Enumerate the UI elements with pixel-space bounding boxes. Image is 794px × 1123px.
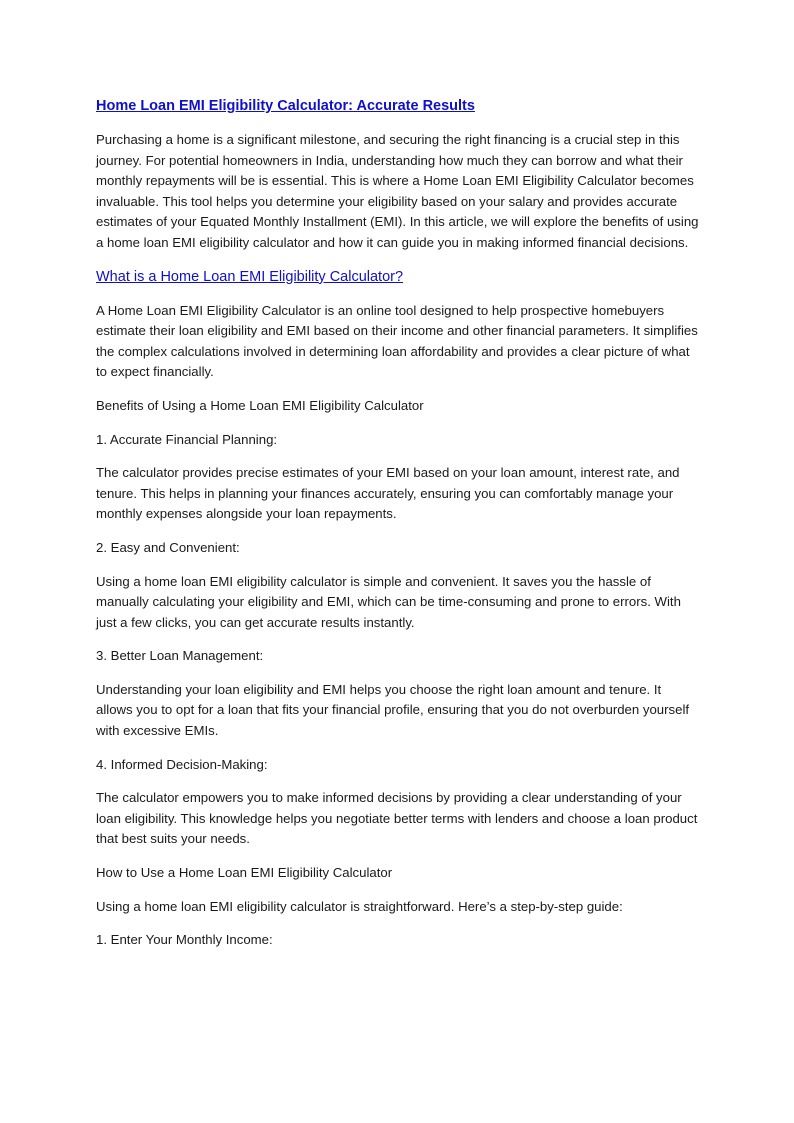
benefit-heading: 2. Easy and Convenient: [96,539,240,555]
howto-heading: How to Use a Home Loan EMI Eligibility Calculator [96,865,393,881]
benefit-body: Understanding your loan eligibility and EMI helps you choose the right loan amount and tenure. It allows you to opt for a loan that fits your financial profile, ensuring that you do not overburden yourself with excessive EMIs. [96,681,690,739]
document-title-link[interactable]: Home Loan EMI Eligibility Calculator: Accurate Results [96,98,475,114]
howto-intro: Using a home loan EMI eligibility calculator is straightforward. Here’s a step-by-step guide: [96,898,623,914]
step-heading: 1. Enter Your Monthly Income: [96,932,273,948]
section-paragraph: A Home Loan EMI Eligibility Calculator is an online tool designed to help prospective homebuyers estimate their loan eligibility and EMI based on their income and other financial parameters. It simplifies the complex calculations involved in determining loan affordability and provides a clear picture of what to expect financially. [96,302,698,380]
benefit-body: The calculator empowers you to make informed decisions by providing a clear understanding of your loan eligibility. This knowledge helps you negotiate better terms with lenders and choose a loan product that best suits your needs. [96,790,698,847]
benefit-body: The calculator provides precise estimates of your EMI based on your loan amount, interest rate, and tenure. This helps in planning your finances accurately, ensuring you can comfortably manage your monthly expenses alongside your loan repayments. [96,465,680,522]
benefits-heading: Benefits of Using a Home Loan EMI Eligibility Calculator [96,397,424,413]
benefit-heading: 1. Accurate Financial Planning: [96,431,278,447]
document-page [96,96,700,964]
benefit-heading: 3. Better Loan Management: [96,648,264,664]
intro-paragraph: Purchasing a home is a significant milestone, and securing the right financing is a crucial step in this journey. For potential homeowners in India, understanding how much they can borrow and what their monthly repayments will be is essential. This is where a Home Loan EMI Eligibility Calculator becomes invaluable. This tool helps you determine your eligibility based on your salary and provides accurate estimates of your Equated Monthly Installment (EMI). In this article, we will explore the benefits of using a home loan EMI eligibility calculator and how it can guide you in making informed financial decisions. [96,132,699,250]
benefit-body: Using a home loan EMI eligibility calculator is simple and convenient. It saves you the hassle of manually calculating your eligibility and EMI, which can be time-consuming and prone to errors. With just a few clicks, you can get accurate results instantly. [96,573,681,630]
benefit-heading: 4. Informed Decision-Making: [96,756,268,772]
section-heading-link[interactable]: What is a Home Loan EMI Eligibility Calculator? [96,268,404,285]
